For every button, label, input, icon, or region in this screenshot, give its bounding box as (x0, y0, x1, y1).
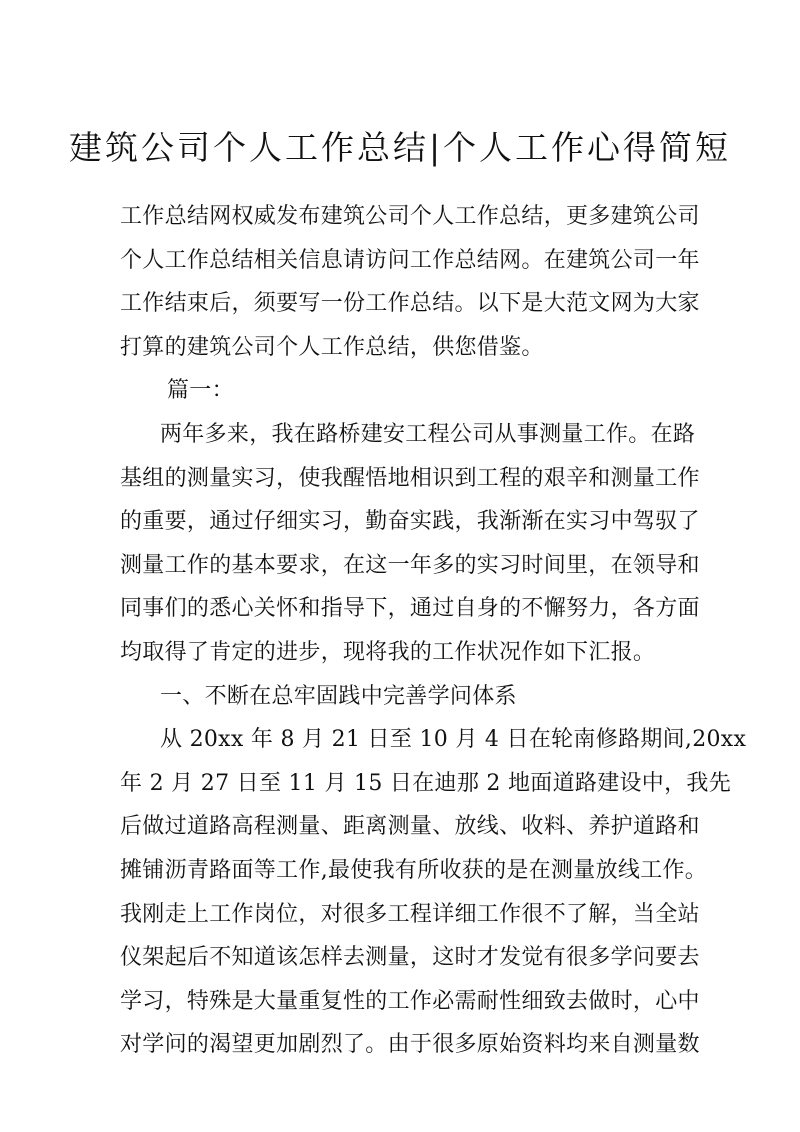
document-title: 建筑公司个人工作总结|个人工作心得简短 (68, 128, 732, 167)
document-body (120, 195, 747, 1067)
paragraph-line: 打算的建筑公司个人工作总结，供您借鉴。 (120, 334, 544, 360)
section-heading: 篇一： (167, 378, 234, 404)
paragraph-line: 摊铺沥青路面等工作,最使我有所收获的是在测量放线工作。 (120, 857, 708, 883)
paragraph-line: 我刚走上工作岗位，对很多工程详细工作很不了解，当全站 (120, 901, 700, 927)
paragraph-line: 均取得了肯定的进步，现将我的工作状况作如下汇报。 (120, 639, 656, 665)
paragraph-line: 学习，特殊是大量重复性的工作必需耐性细致去做时，心中 (120, 988, 700, 1014)
paragraph-line: 测量工作的基本要求，在这一年多的实习时间里，在领导和 (120, 552, 700, 578)
paragraph-line: 工作总结网权威发布建筑公司个人工作总结，更多建筑公司 (120, 204, 700, 229)
paragraph-line: 工作结束后，须要写一份工作总结。以下是大范文网为大家 (120, 291, 700, 317)
paragraph-line: 对学问的渴望更加剧烈了。由于很多原始资料均来自测量数 (120, 1032, 700, 1058)
paragraph-line: 基组的测量实习，使我醒悟地相识到工程的艰辛和测量工作 (120, 465, 700, 491)
paragraph-line: 年 2 月 27 日至 11 月 15 日在迪那 2 地面道路建设中，我先 (120, 770, 732, 796)
paragraph-line: 个人工作总结相关信息请访问工作总结网。在建筑公司一年 (120, 247, 700, 273)
paragraph-line: 后做过道路高程测量、距离测量、放线、收料、养护道路和 (120, 814, 700, 840)
paragraph-line: 从 20xx 年 8 月 21 日至 10 月 4 日在轮南修路期间,20xx (160, 727, 747, 753)
paragraph-line: 两年多来，我在路桥建安工程公司从事测量工作。在路 (160, 421, 696, 447)
paragraph-line: 仪架起后不知道该怎样去测量，这时才发觉有很多学问要去 (120, 945, 700, 971)
paragraph-line: 的重要，通过仔细实习，勤奋实践，我渐渐在实习中驾驭了 (120, 509, 700, 535)
section-heading: 一、不断在总牢固践中完善学问体系 (160, 683, 517, 709)
paragraph-line: 同事们的悉心关怀和指导下，通过自身的不懈努力，各方面 (120, 596, 700, 622)
